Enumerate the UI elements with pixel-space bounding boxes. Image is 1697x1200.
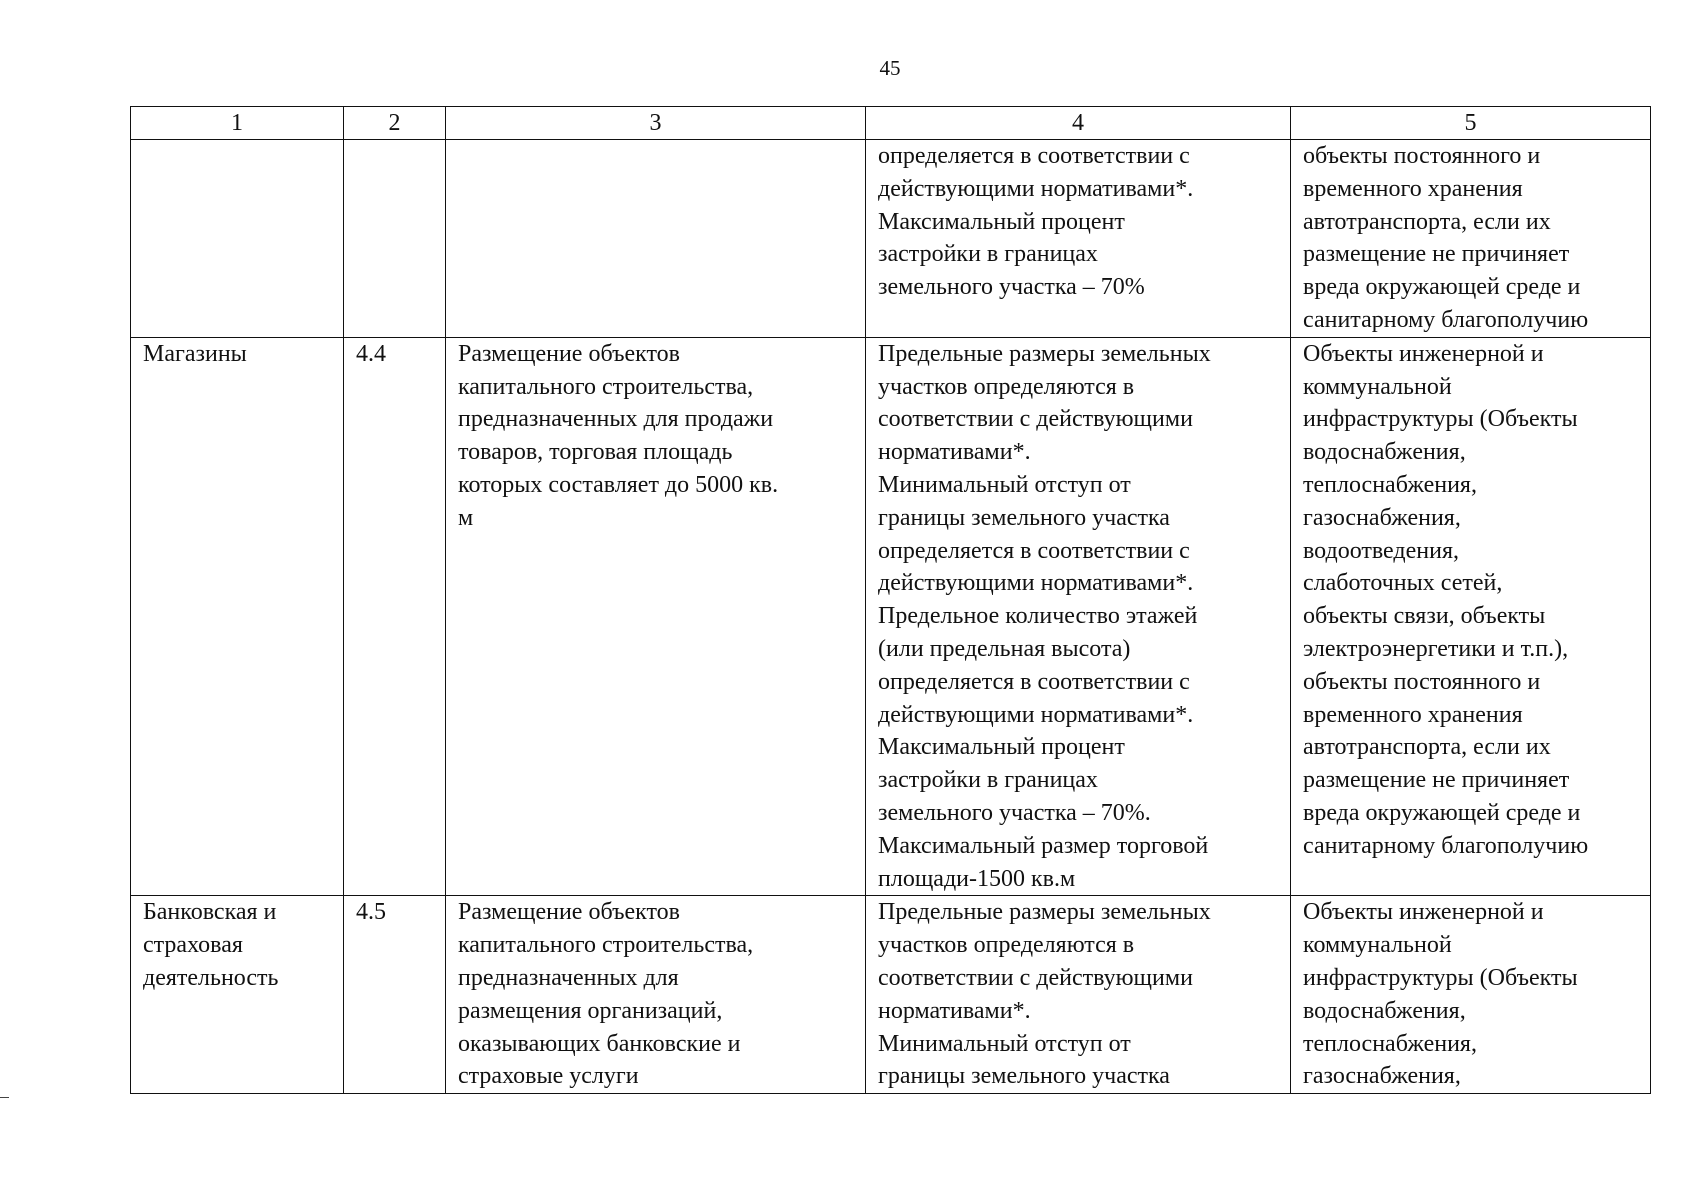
use-description-cell: Размещение объектов капитального строительства, предназначенных для продажи товаров, торговая площадь которых составляет до 5000 кв. м <box>446 337 866 896</box>
auxiliary-uses-cell: Объекты инженерной и коммунальной инфраструктуры (Объекты водоснабжения, теплоснабжения, газоснабжения, <box>1291 896 1651 1094</box>
table-row <box>131 337 1651 896</box>
header-cell-5: 5 <box>1291 107 1651 140</box>
parameters-cell: Предельные размеры земельных участков определяются в соответствии с действующими нормативами*. Минимальный отступ от границы земельного участка <box>866 896 1291 1094</box>
use-description-cell <box>446 140 866 338</box>
use-code-cell: 4.5 <box>344 896 446 1094</box>
use-name-cell <box>131 140 344 338</box>
use-name-cell: Банковская и страховая деятельность <box>131 896 344 1094</box>
parameters-cell: Предельные размеры земельных участков определяются в соответствии с действующими нормативами*. Минимальный отступ от границы земельного участка определяется в соответствии с действующими нормативами*. Предельное количество этажей (или предельная высота) определяется в соответствии с действующими нормативами*. Максимальный процент застройки в границах земельного участка – 70%. Максимальный размер торговой площади-1500 кв.м <box>866 337 1291 896</box>
header-cell-4: 4 <box>866 107 1291 140</box>
use-code-cell <box>344 140 446 338</box>
land-use-table <box>130 106 1651 1094</box>
header-cell-3: 3 <box>446 107 866 140</box>
header-cell-2: 2 <box>344 107 446 140</box>
margin-tick <box>0 1097 9 1098</box>
auxiliary-uses-cell: Объекты инженерной и коммунальной инфраструктуры (Объекты водоснабжения, теплоснабжения, газоснабжения, водоотведения, слаботочных сетей, объекты связи, объекты электроэнергетики и т.п.), объекты постоянного и временного хранения автотранспорта, если их размещение не причиняет вреда окружающей среде и санитарному благополучию <box>1291 337 1651 896</box>
table-row <box>131 896 1651 1094</box>
page-number: 45 <box>879 56 901 80</box>
use-description-cell: Размещение объектов капитального строительства, предназначенных для размещения организаций, оказывающих банковские и страховые услуги <box>446 896 866 1094</box>
header-cell-1: 1 <box>131 107 344 140</box>
table-row <box>131 140 1651 338</box>
use-name-cell: Магазины <box>131 337 344 896</box>
table-header-row <box>131 107 1651 140</box>
auxiliary-uses-cell: объекты постоянного и временного хранения автотранспорта, если их размещение не причиняет вреда окружающей среде и санитарному благополучию <box>1291 140 1651 338</box>
use-code-cell: 4.4 <box>344 337 446 896</box>
parameters-cell: определяется в соответствии с действующими нормативами*. Максимальный процент застройки в границах земельного участка – 70% <box>866 140 1291 338</box>
